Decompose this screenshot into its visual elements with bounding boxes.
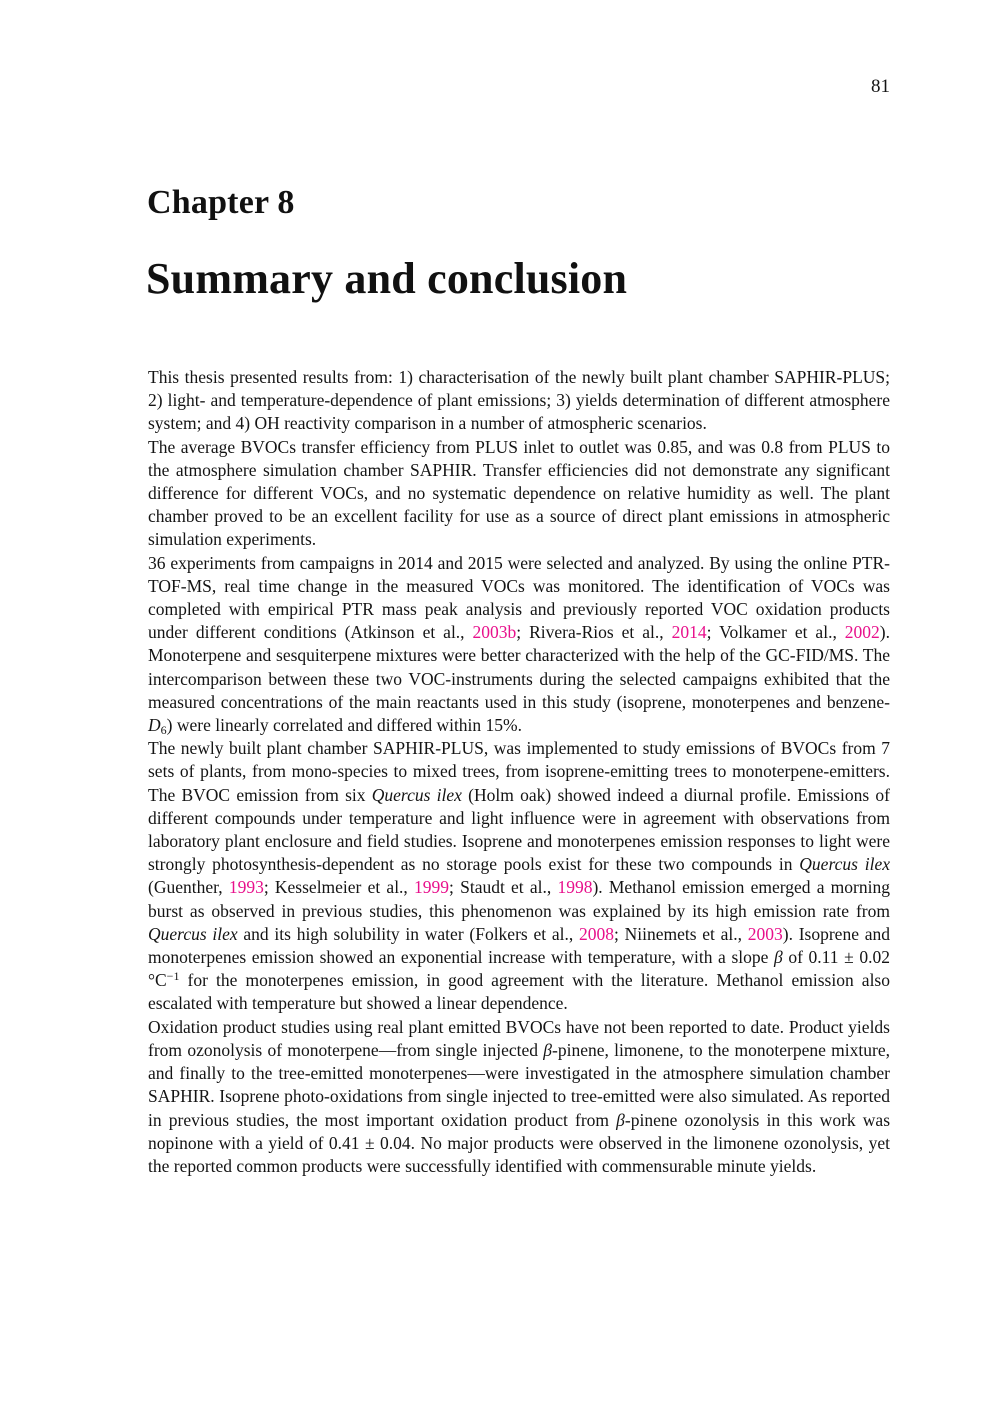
citation-link[interactable]: 2003b	[472, 622, 517, 643]
text-run: ). Monoterpene and sesquiterpene mixtures were better characterized with the help of the GC-FID/MS. The intercomparison between these two VOC-instruments during the selected campaigns exhibited that the measured concentrations of the main reactants used in this study (isoprene, monoterpenes and benzene-	[148, 622, 890, 712]
text-run: ). Isoprene and monoterpenes emission showed an exponential increase with temperature, with a slope	[148, 923, 890, 968]
italic-text: β	[543, 1039, 553, 1060]
text-run: (Guenther,	[148, 877, 229, 898]
citation-link[interactable]: 1998	[557, 877, 593, 898]
italic-text: β	[774, 947, 783, 968]
text-run: ). Methanol emission emerged a morning burst as observed in previous studies, this phenomenon was explained by its high emission rate from	[148, 877, 890, 921]
text-run: The average BVOCs transfer efficiency from PLUS inlet to outlet was 0.85, and was 0.8 from PLUS to the atmosphere simulation chamber SAPHIR. Transfer efficiencies did not demonstrate any significant difference for different VOCs, and no systematic dependence on relative humidity as well. The plant chamber proved to be an excellent facility for use as a source of direct plant emissions in atmospheric simulation experiments.	[148, 436, 890, 550]
text-run: The newly built plant chamber SAPHIR-PLUS, was implemented to study emissions of BVOCs from 7 sets of plants, from mono-species to mixed trees, from isoprene-emitting trees to monoterpene-emitters. The BVOC emission from six	[148, 738, 890, 805]
citation-link[interactable]: 1993	[228, 877, 264, 898]
text-run: ) were linearly correlated and differed within 15%.	[166, 715, 522, 736]
text-run: ; Rivera-Rios et al.,	[516, 622, 672, 643]
text-run: Oxidation product studies using real plant emitted BVOCs have not been reported to date. Product yields from ozonolysis of monoterpene—from single injected	[148, 1016, 890, 1060]
text-run: ; Volkamer et al.,	[706, 622, 845, 643]
text-run: of 0.11 ± 0.02 °C	[148, 947, 890, 991]
subscript-text: 6	[160, 723, 167, 738]
citation-link[interactable]: 2014	[671, 622, 707, 643]
paragraph	[148, 436, 890, 552]
citation-link[interactable]: 2003	[747, 923, 783, 944]
text-run: This thesis presented results from: 1) characterisation of the newly built plant chamber SAPHIR-PLUS; 2) light- and temperature-dependence of plant emissions; 3) yields determination of different atmosphere system; and 4) OH reactivity comparison in a number of atmospheric scenarios.	[148, 367, 890, 434]
italic-text: D	[148, 715, 161, 736]
text-run: ; Kesselmeier et al.,	[263, 877, 415, 898]
citation-link[interactable]: 1999	[414, 877, 450, 898]
superscript-text: −1	[166, 969, 180, 984]
page-title: Summary and conclusion	[146, 254, 628, 303]
body-text	[148, 366, 890, 1178]
paragraph	[148, 366, 890, 436]
paragraph	[148, 737, 890, 1015]
text-run: for the monoterpenes emission, in good agreement with the literature. Methanol emission also escalated with temperature but showed a linear dependence.	[148, 970, 890, 1014]
italic-text: Quercus ilex	[148, 923, 238, 944]
text-run: -pinene ozonolysis in this work was nopinone with a yield of 0.41 ± 0.04. No major products were observed in the limonene ozonolysis, yet the reported common products were successfully identified with commensurable minute yields.	[148, 1109, 891, 1176]
paragraph	[148, 1016, 890, 1178]
citation-link[interactable]: 2002	[844, 622, 880, 643]
italic-text: β	[616, 1109, 625, 1130]
italic-text: Quercus ilex	[799, 854, 891, 875]
text-run: (Holm oak) showed indeed a diurnal profile. Emissions of different compounds under temperature and light influence were in agreement with observations from laboratory plant enclosure and field studies. Isoprene and monoterpenes emission responses to light were strongly photosynthesis-dependent as no storage pools exist for these two compounds in	[148, 784, 890, 875]
text-run: -pinene, limonene, to the monoterpene mixture, and finally to the tree-emitted monoterpenes—were investigated in the atmosphere simulation chamber SAPHIR. Isoprene photo-oxidations from single injected to tree-emitted were also simulated. As reported in previous studies, the most important oxidation product from	[148, 1039, 890, 1130]
paragraph	[148, 552, 890, 738]
citation-link[interactable]: 2008	[578, 923, 614, 944]
italic-text: Quercus ilex	[371, 784, 462, 805]
text-run: ; Staudt et al.,	[449, 877, 558, 898]
chapter-heading: Chapter 8	[147, 184, 295, 221]
page-number: 81	[871, 76, 890, 97]
text-run: and its high solubility in water (Folkers et al.,	[237, 923, 579, 944]
text-run: ; Niinemets et al.,	[613, 923, 748, 944]
text-run: 36 experiments from campaigns in 2014 and 2015 were selected and analyzed. By using the online PTR-TOF-MS, real time change in the measured VOCs was monitored. The identification of VOCs was completed with empirical PTR mass peak analysis and previously reported VOC oxidation products under different conditions (Atkinson et al.,	[148, 552, 890, 643]
